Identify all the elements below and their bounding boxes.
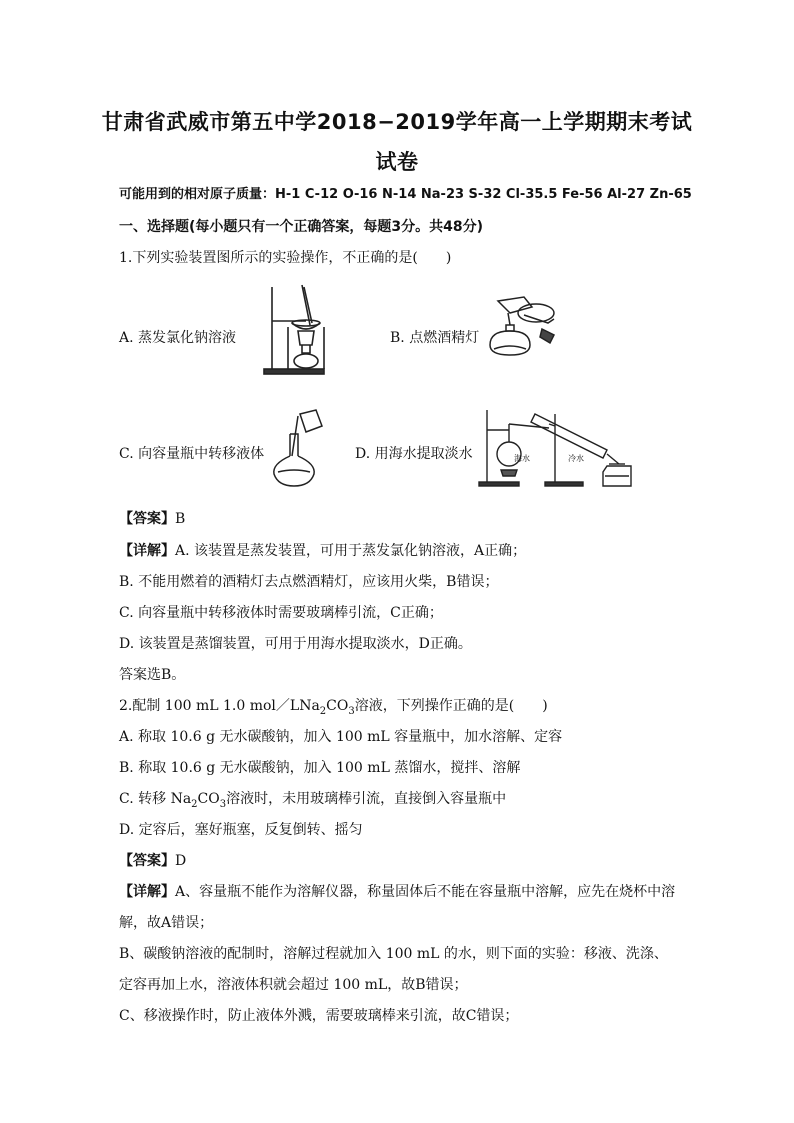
stem-part: CO xyxy=(326,698,349,714)
question-2-stem xyxy=(119,697,548,721)
figure-volumetric-flask xyxy=(270,408,330,488)
stem-part: 2.配制 100 mL 1.0 mol／LNa xyxy=(119,698,320,714)
answer-tag: 【答案】 xyxy=(119,853,175,869)
detail-text: A、容量瓶不能作为溶解仪器，称量固体后不能在容量瓶中溶解，应先在烧杯中溶解，故A错误； xyxy=(119,884,676,931)
question-1-stem: 1.下列实验装置图所示的实验操作，不正确的是( ) xyxy=(119,250,452,266)
stem-subscript: 3 xyxy=(348,705,355,717)
option-subscript: 2 xyxy=(191,798,198,810)
q1-answer xyxy=(119,510,185,528)
q1-detail-c: C. 向容量瓶中转移液体时需要玻璃棒引流，C正确； xyxy=(119,605,443,621)
figure-distillation xyxy=(475,406,635,488)
q1-option-a: A. 蒸发氯化钠溶液 xyxy=(119,330,237,346)
q1-detail-d: D. 该装置是蒸馏装置，可用于用海水提取淡水，D正确。 xyxy=(119,636,472,652)
q2-detail-b: B、碳酸钠溶液的配制时，溶解过程就加入 100 mL 的水，则下面的实验：移液、洗涤、定容再加上水，溶液体积就会超过 100 mL，故B错误； xyxy=(119,946,668,993)
option-part: C. 转移 Na xyxy=(119,791,192,807)
atomic-masses: 可能用到的相对原子质量：H-1 C-12 O-16 N-14 Na-23 S-32 Cl-35.5 Fe-56 Al-27 Zn-65 xyxy=(119,187,692,202)
answer-value: D xyxy=(175,853,187,869)
option-part: CO xyxy=(197,791,220,807)
q2-option-a: A. 称取 10.6 g 无水碳酸钠，加入 100 mL 容量瓶中，加水溶解、定容 xyxy=(119,729,563,745)
q2-option-c xyxy=(119,790,506,814)
q1-detail-a xyxy=(119,542,526,560)
q1-option-c: C. 向容量瓶中转移液体 xyxy=(119,446,265,462)
q1-option-b: B. 点燃酒精灯 xyxy=(390,330,480,346)
option-subscript: 3 xyxy=(219,798,227,810)
detail-tag: 【详解】 xyxy=(119,543,175,559)
figure-evaporation xyxy=(262,283,332,378)
q2-option-b: B. 称取 10.6 g 无水碳酸钠，加入 100 mL 蒸馏水，搅拌、溶解 xyxy=(119,760,521,776)
page-title: 甘肃省武威市第五中学2018−2019学年高一上学期期末考试 xyxy=(101,110,693,134)
stem-part: 溶液，下列操作正确的是( ) xyxy=(354,698,548,714)
q1-detail-b: B. 不能用燃着的酒精灯去点燃酒精灯，应该用火柴，B错误； xyxy=(119,574,499,590)
q2-detail-c: C、移液操作时，防止液体外溅，需要玻璃棒来引流，故C错误； xyxy=(119,1008,519,1024)
detail-text: A. 该装置是蒸发装置，可用于蒸发氯化钠溶液，A正确； xyxy=(175,543,527,559)
stem-subscript: 2 xyxy=(319,705,327,717)
option-part: 溶液时，未用玻璃棒引流，直接倒入容量瓶中 xyxy=(226,791,507,807)
answer-tag: 【答案】 xyxy=(119,511,175,527)
section-heading-choice: 一、选择题(每小题只有一个正确答案，每题3分。共48分) xyxy=(119,219,484,235)
answer-value: B xyxy=(175,511,186,527)
figure-alcohol-lamp xyxy=(484,295,560,359)
label-coldwater: 冷水 xyxy=(568,454,584,463)
q2-detail-a xyxy=(119,877,679,939)
q2-answer xyxy=(119,852,186,870)
detail-tag: 【详解】 xyxy=(119,884,175,900)
q2-option-d: D. 定容后，塞好瓶塞，反复倒转、摇匀 xyxy=(119,822,363,838)
label-seawater: 海水 xyxy=(514,454,530,463)
page-title-continued: 试卷 xyxy=(375,150,419,174)
q1-option-d: D. 用海水提取淡水 xyxy=(355,446,473,462)
q1-conclusion: 答案选B。 xyxy=(119,667,186,683)
